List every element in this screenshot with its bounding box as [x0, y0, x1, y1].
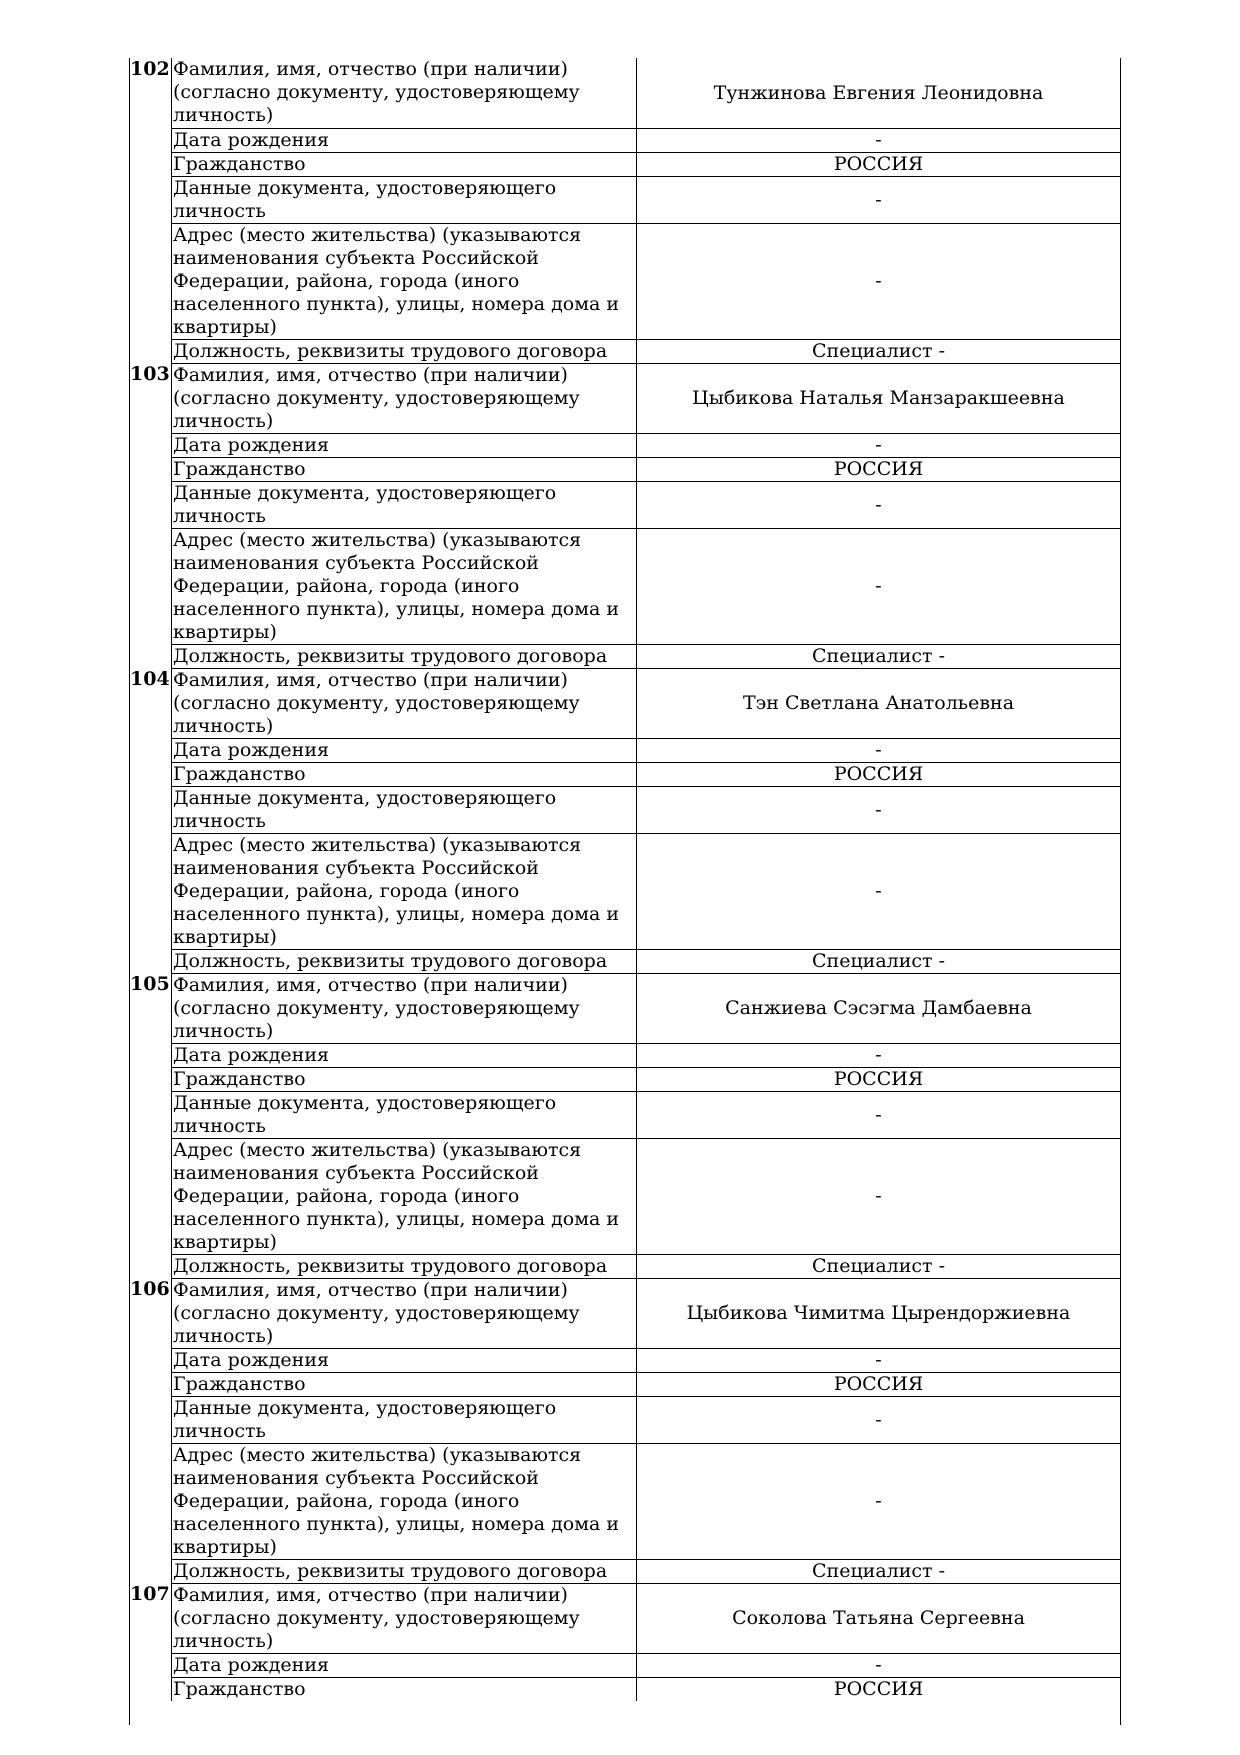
row-citizenship	[172, 762, 1120, 786]
row-position	[172, 644, 1120, 668]
label-citizenship: Гражданство	[172, 763, 637, 786]
label-citizenship: Гражданство	[172, 153, 637, 176]
record-number: 104	[130, 668, 172, 973]
record-number: 107	[130, 1583, 172, 1701]
value-birth: -	[875, 434, 882, 456]
label-document: Данные документа, удостоверяющего личность	[172, 787, 637, 833]
value-citizenship: РОССИЯ	[833, 458, 924, 480]
value-citizenship: РОССИЯ	[833, 1068, 924, 1090]
row-position	[172, 949, 1120, 973]
row-citizenship	[172, 457, 1120, 481]
record	[130, 973, 1120, 1278]
value-birth: -	[875, 1654, 882, 1676]
record-fields	[172, 363, 1120, 668]
row-document	[172, 786, 1120, 833]
row-position	[172, 1559, 1120, 1583]
record-number: 102	[130, 58, 172, 363]
label-birth: Дата рождения	[172, 739, 637, 762]
row-document	[172, 481, 1120, 528]
label-citizenship: Гражданство	[172, 1678, 637, 1701]
row-citizenship	[172, 1067, 1120, 1091]
value-position: Специалист -	[812, 1255, 945, 1277]
row-fio	[172, 1583, 1120, 1653]
value-address: -	[875, 1490, 882, 1512]
row-fio	[172, 1278, 1120, 1348]
label-birth: Дата рождения	[172, 1349, 637, 1372]
value-position: Специалист -	[812, 950, 945, 972]
value-birth: -	[875, 1044, 882, 1066]
label-fio: Фамилия, имя, отчество (при наличии) (согласно документу, удостоверяющему личность)	[172, 58, 637, 128]
row-fio	[172, 363, 1120, 433]
label-birth: Дата рождения	[172, 1044, 637, 1067]
row-address	[172, 1443, 1120, 1559]
label-fio: Фамилия, имя, отчество (при наличии) (согласно документу, удостоверяющему личность)	[172, 974, 637, 1043]
value-citizenship: РОССИЯ	[833, 1373, 924, 1395]
record	[130, 58, 1120, 363]
value-fio: Тэн Светлана Анатольевна	[742, 692, 1015, 714]
label-birth: Дата рождения	[172, 129, 637, 152]
value-address: -	[875, 575, 882, 597]
label-fio: Фамилия, имя, отчество (при наличии) (согласно документу, удостоверяющему личность)	[172, 1279, 637, 1348]
label-citizenship: Гражданство	[172, 1373, 637, 1396]
label-address: Адрес (место жительства) (указываются наименования субъекта Российской Федерации, района, города (иного населенного пункта), улицы, номера дома и квартиры)	[172, 224, 637, 339]
label-document: Данные документа, удостоверяющего личность	[172, 1092, 637, 1138]
record-fields	[172, 1583, 1120, 1701]
row-birth	[172, 1043, 1120, 1067]
label-position: Должность, реквизиты трудового договора	[172, 645, 637, 668]
label-position: Должность, реквизиты трудового договора	[172, 340, 637, 363]
label-fio: Фамилия, имя, отчество (при наличии) (согласно документу, удостоверяющему личность)	[172, 1584, 637, 1653]
value-position: Специалист -	[812, 340, 945, 362]
label-citizenship: Гражданство	[172, 1068, 637, 1091]
record-fields	[172, 973, 1120, 1278]
record	[130, 363, 1120, 668]
row-birth	[172, 1653, 1120, 1677]
record-fields	[172, 668, 1120, 973]
value-fio: Соколова Татьяна Сергеевна	[732, 1607, 1025, 1629]
row-fio	[172, 58, 1120, 128]
row-address	[172, 833, 1120, 949]
label-fio: Фамилия, имя, отчество (при наличии) (согласно документу, удостоверяющему личность)	[172, 364, 637, 433]
value-document: -	[875, 493, 882, 516]
record	[130, 668, 1120, 973]
value-citizenship: РОССИЯ	[833, 153, 924, 175]
label-document: Данные документа, удостоверяющего личность	[172, 177, 637, 223]
label-document: Данные документа, удостоверяющего личность	[172, 1397, 637, 1443]
row-position	[172, 339, 1120, 363]
record-fields	[172, 1278, 1120, 1583]
row-birth	[172, 128, 1120, 152]
value-address: -	[875, 270, 882, 292]
row-document	[172, 1091, 1120, 1138]
row-address	[172, 223, 1120, 339]
value-document: -	[875, 188, 882, 211]
label-position: Должность, реквизиты трудового договора	[172, 950, 637, 973]
value-fio: Цыбикова Наталья Манзаракшеевна	[692, 387, 1065, 409]
row-address	[172, 1138, 1120, 1254]
record-number: 106	[130, 1278, 172, 1583]
record-fields	[172, 58, 1120, 363]
value-fio: Тунжинова Евгения Леонидовна	[713, 81, 1044, 104]
value-position: Специалист -	[812, 1560, 945, 1582]
value-address: -	[875, 880, 882, 902]
personnel-table	[129, 58, 1121, 1725]
row-citizenship	[172, 1372, 1120, 1396]
row-address	[172, 528, 1120, 644]
row-birth	[172, 433, 1120, 457]
value-fio: Санжиева Сэсэгма Дамбаевна	[725, 997, 1032, 1019]
label-birth: Дата рождения	[172, 1654, 637, 1677]
label-position: Должность, реквизиты трудового договора	[172, 1560, 637, 1583]
row-citizenship	[172, 1677, 1120, 1701]
value-citizenship: РОССИЯ	[833, 1678, 924, 1700]
record-number: 105	[130, 973, 172, 1278]
row-position	[172, 1254, 1120, 1278]
value-fio: Цыбикова Чимитма Цырендоржиевна	[686, 1302, 1071, 1324]
value-citizenship: РОССИЯ	[833, 763, 924, 785]
row-document	[172, 1396, 1120, 1443]
record-number: 103	[130, 363, 172, 668]
label-address: Адрес (место жительства) (указываются наименования субъекта Российской Федерации, района, города (иного населенного пункта), улицы, номера дома и квартиры)	[172, 834, 637, 949]
value-document: -	[875, 1103, 882, 1126]
label-citizenship: Гражданство	[172, 458, 637, 481]
row-fio	[172, 973, 1120, 1043]
label-address: Адрес (место жительства) (указываются наименования субъекта Российской Федерации, района, города (иного населенного пункта), улицы, номера дома и квартиры)	[172, 1444, 637, 1559]
label-birth: Дата рождения	[172, 434, 637, 457]
record	[130, 1583, 1120, 1701]
label-fio: Фамилия, имя, отчество (при наличии) (согласно документу, удостоверяющему личность)	[172, 669, 637, 738]
row-birth	[172, 738, 1120, 762]
value-birth: -	[875, 739, 882, 761]
record	[130, 1278, 1120, 1583]
label-address: Адрес (место жительства) (указываются наименования субъекта Российской Федерации, района, города (иного населенного пункта), улицы, номера дома и квартиры)	[172, 529, 637, 644]
row-document	[172, 176, 1120, 223]
label-address: Адрес (место жительства) (указываются наименования субъекта Российской Федерации, района, города (иного населенного пункта), улицы, номера дома и квартиры)	[172, 1139, 637, 1254]
row-citizenship	[172, 152, 1120, 176]
value-address: -	[875, 1185, 882, 1207]
value-position: Специалист -	[812, 645, 945, 667]
row-birth	[172, 1348, 1120, 1372]
label-position: Должность, реквизиты трудового договора	[172, 1255, 637, 1278]
value-document: -	[875, 798, 882, 821]
value-birth: -	[875, 129, 882, 151]
row-fio	[172, 668, 1120, 738]
label-document: Данные документа, удостоверяющего личность	[172, 482, 637, 528]
value-document: -	[875, 1408, 882, 1431]
value-birth: -	[875, 1349, 882, 1371]
